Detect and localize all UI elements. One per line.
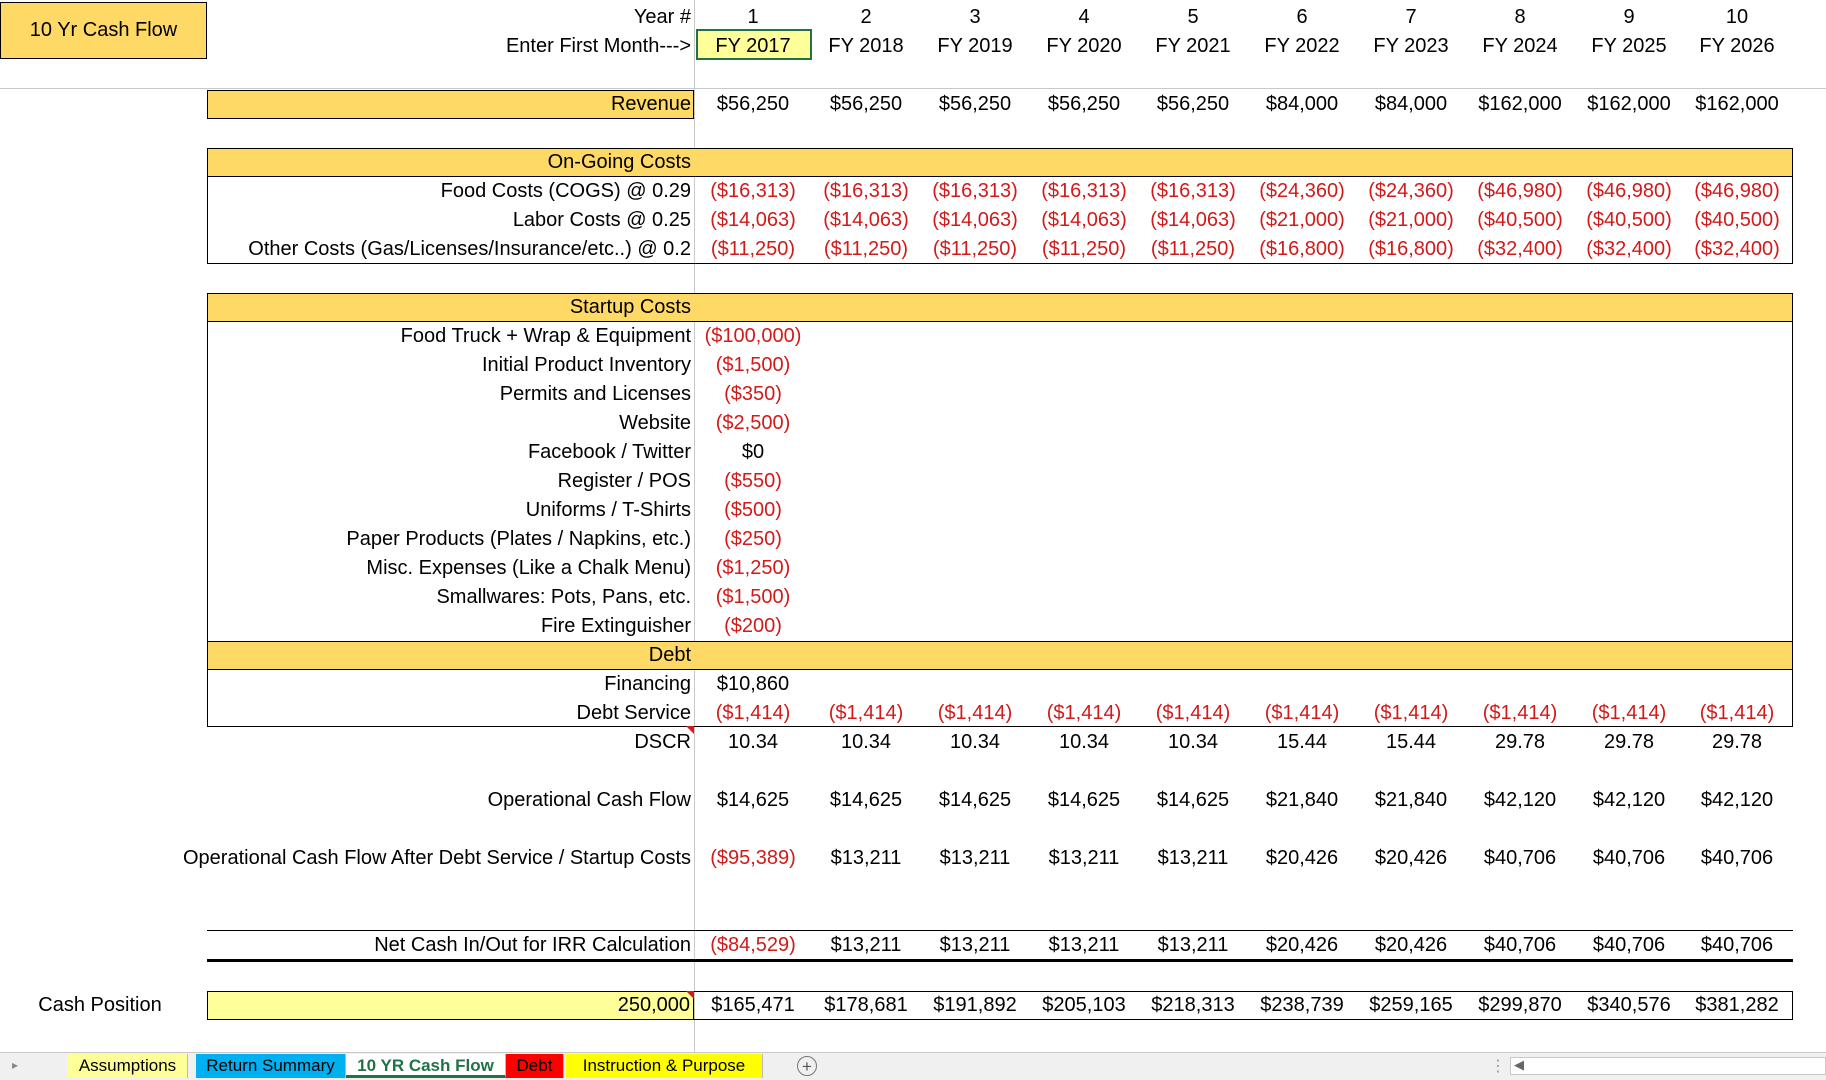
ongoing-cost-value[interactable]: ($14,063) <box>1150 209 1236 231</box>
after-debt-cash-flow-value[interactable]: $13,211 <box>830 847 902 869</box>
startup-cost-value[interactable]: ($100,000) <box>704 325 802 347</box>
dscr-value[interactable]: 10.34 <box>1058 731 1110 753</box>
sheet-tab[interactable]: Return Summary <box>196 1054 346 1078</box>
year-number-value[interactable]: 9 <box>1623 6 1635 28</box>
sheet-tab[interactable]: Debt <box>506 1054 564 1078</box>
cash-position-value[interactable]: $178,681 <box>824 994 908 1016</box>
debt-service-value[interactable]: ($1,414) <box>937 702 1013 724</box>
dscr-value[interactable]: 29.78 <box>1711 731 1763 753</box>
ongoing-cost-value[interactable]: ($24,360) <box>1259 180 1345 202</box>
fiscal-year-value[interactable]: FY 2022 <box>1264 35 1340 57</box>
add-sheet-icon[interactable]: + <box>797 1056 817 1076</box>
ongoing-cost-value[interactable]: ($14,063) <box>932 209 1018 231</box>
ongoing-cost-value[interactable]: ($14,063) <box>823 209 909 231</box>
debt-service-value[interactable]: ($1,414) <box>1699 702 1775 724</box>
revenue-value[interactable]: $56,250 <box>716 93 790 115</box>
header-divider <box>0 88 1826 89</box>
startup-cost-value[interactable]: ($1,500) <box>715 586 791 608</box>
startup-cost-value[interactable]: ($250) <box>724 528 782 550</box>
ongoing-cost-value[interactable]: ($16,313) <box>1150 180 1236 202</box>
year-number-value[interactable]: 8 <box>1514 6 1526 28</box>
sheet-tab[interactable]: Instruction & Purpose <box>566 1054 763 1078</box>
revenue-value[interactable]: $84,000 <box>1374 93 1448 115</box>
ongoing-cost-value[interactable]: ($14,063) <box>1041 209 1127 231</box>
revenue-value[interactable]: $162,000 <box>1478 93 1562 115</box>
year-number-value[interactable]: 3 <box>969 6 981 28</box>
revenue-value[interactable]: $56,250 <box>829 93 903 115</box>
operational-cash-flow-value[interactable]: $42,120 <box>1592 789 1666 811</box>
debt-service-value[interactable]: ($1,414) <box>1046 702 1122 724</box>
startup-cost-label[interactable]: Smallwares: Pots, Pans, etc. <box>436 586 691 608</box>
debt-service-value[interactable]: ($1,414) <box>1591 702 1667 724</box>
revenue-value[interactable]: $56,250 <box>938 93 1012 115</box>
ongoing-cost-value[interactable]: ($46,980) <box>1694 180 1780 202</box>
revenue-value[interactable]: $84,000 <box>1265 93 1339 115</box>
sheet-tab[interactable]: Assumptions <box>68 1054 188 1078</box>
startup-cost-label[interactable]: Initial Product Inventory <box>482 354 691 376</box>
dscr-value[interactable]: 10.34 <box>1167 731 1219 753</box>
dscr-value[interactable]: 29.78 <box>1494 731 1546 753</box>
startup-cost-value[interactable]: ($550) <box>724 470 782 492</box>
operational-cash-flow-value[interactable]: $14,625 <box>938 789 1012 811</box>
dscr-value[interactable]: 29.78 <box>1603 731 1655 753</box>
dscr-value[interactable]: 10.34 <box>840 731 892 753</box>
sheet-tab[interactable]: 10 YR Cash Flow <box>346 1054 506 1078</box>
after-debt-cash-flow-value[interactable]: $13,211 <box>1157 847 1229 869</box>
fiscal-year-value[interactable]: FY 2025 <box>1591 35 1667 57</box>
startup-cost-value[interactable]: ($200) <box>724 615 782 637</box>
after-debt-cash-flow-value[interactable]: $20,426 <box>1265 847 1339 869</box>
debt-service-value[interactable]: ($1,414) <box>1373 702 1449 724</box>
fiscal-year-value[interactable]: FY 2023 <box>1373 35 1449 57</box>
ongoing-cost-value[interactable]: ($21,000) <box>1259 209 1345 231</box>
revenue-value[interactable]: $56,250 <box>1156 93 1230 115</box>
sheet-title: 10 Yr Cash Flow <box>29 19 178 41</box>
startup-costs-header[interactable]: Startup Costs <box>569 296 691 318</box>
tab-scroll-left-icon[interactable]: ▸ <box>12 1058 19 1072</box>
startup-cost-label[interactable]: Paper Products (Plates / Napkins, etc.) <box>346 528 691 550</box>
after-debt-cash-flow-value[interactable]: $40,706 <box>1592 847 1666 869</box>
dscr-value[interactable]: 15.44 <box>1276 731 1328 753</box>
net-cash-value[interactable]: $13,211 <box>1048 934 1120 956</box>
startup-cost-value[interactable]: ($350) <box>724 383 782 405</box>
financing-value[interactable]: $10,860 <box>716 673 790 695</box>
fiscal-year-value[interactable]: FY 2024 <box>1482 35 1558 57</box>
operational-cash-flow-value[interactable]: $42,120 <box>1483 789 1557 811</box>
debt-header[interactable]: Debt <box>648 644 691 666</box>
year-number-value[interactable]: 6 <box>1296 6 1308 28</box>
ongoing-cost-value[interactable]: ($46,980) <box>1586 180 1672 202</box>
cash-position-value[interactable]: $259,165 <box>1369 994 1453 1016</box>
ongoing-cost-value[interactable]: ($16,313) <box>932 180 1018 202</box>
startup-cost-label[interactable]: Food Truck + Wrap & Equipment <box>400 325 691 347</box>
cash-position-value[interactable]: $299,870 <box>1478 994 1562 1016</box>
fiscal-year-value[interactable]: FY 2026 <box>1699 35 1775 57</box>
startup-cost-label[interactable]: Uniforms / T-Shirts <box>525 499 691 521</box>
revenue-value[interactable]: $162,000 <box>1587 93 1671 115</box>
ongoing-cost-label[interactable]: Other Costs (Gas/Licenses/Insurance/etc..) @ 0.2 <box>248 238 691 260</box>
dscr-label[interactable]: DSCR <box>634 731 691 753</box>
startup-cost-value[interactable]: ($1,500) <box>715 354 791 376</box>
cash-position-value[interactable]: $165,471 <box>711 994 795 1016</box>
debt-service-value[interactable]: ($1,414) <box>1264 702 1340 724</box>
ongoing-cost-value[interactable]: ($11,250) <box>932 238 1018 260</box>
ongoing-cost-value[interactable]: ($16,313) <box>1041 180 1127 202</box>
ongoing-cost-value[interactable]: ($46,980) <box>1477 180 1563 202</box>
debt-service-label[interactable]: Debt Service <box>576 702 691 724</box>
ongoing-cost-value[interactable]: ($21,000) <box>1368 209 1454 231</box>
ongoing-cost-value[interactable]: ($40,500) <box>1586 209 1672 231</box>
net-cash-value[interactable]: $13,211 <box>830 934 902 956</box>
startup-cost-value[interactable]: ($2,500) <box>715 412 791 434</box>
net-cash-value[interactable]: $20,426 <box>1374 934 1448 956</box>
operational-cash-flow-value[interactable]: $42,120 <box>1700 789 1774 811</box>
after-debt-cash-flow-value[interactable]: $40,706 <box>1700 847 1774 869</box>
cash-position-label[interactable]: Cash Position <box>38 994 162 1016</box>
startup-cost-label[interactable]: Website <box>619 412 691 434</box>
operational-cash-flow-label[interactable]: Operational Cash Flow <box>487 789 691 811</box>
year-number-value[interactable]: 5 <box>1187 6 1199 28</box>
ongoing-cost-value[interactable]: ($16,800) <box>1259 238 1345 260</box>
debt-service-value[interactable]: ($1,414) <box>1155 702 1231 724</box>
startup-cost-value[interactable]: $0 <box>741 441 765 463</box>
debt-service-value[interactable]: ($1,414) <box>828 702 904 724</box>
ongoing-cost-value[interactable]: ($11,250) <box>710 238 796 260</box>
ongoing-cost-value[interactable]: ($16,313) <box>710 180 796 202</box>
operational-cash-flow-value[interactable]: $14,625 <box>1047 789 1121 811</box>
startup-cost-value[interactable]: ($1,250) <box>715 557 791 579</box>
year-number-value[interactable]: 2 <box>860 6 872 28</box>
cash-position-value[interactable]: $381,282 <box>1695 994 1779 1016</box>
cash-position-value[interactable]: $340,576 <box>1587 994 1671 1016</box>
ongoing-cost-value[interactable]: ($32,400) <box>1477 238 1563 260</box>
year-label: Year # <box>633 6 691 28</box>
after-debt-cash-flow-value[interactable]: ($95,389) <box>710 847 796 869</box>
startup-cost-label[interactable]: Register / POS <box>557 470 691 492</box>
year-number-value[interactable]: 1 <box>747 6 759 28</box>
ongoing-cost-value[interactable]: ($32,400) <box>1586 238 1672 260</box>
operational-cash-flow-value[interactable]: $14,625 <box>829 789 903 811</box>
debt-service-value[interactable]: ($1,414) <box>1482 702 1558 724</box>
horizontal-scrollbar[interactable] <box>1510 1057 1826 1075</box>
operational-cash-flow-value[interactable]: $21,840 <box>1265 789 1339 811</box>
sheet-title-cell[interactable] <box>0 2 207 59</box>
ongoing-cost-value[interactable]: ($11,250) <box>823 238 909 260</box>
ongoing-cost-value[interactable]: ($40,500) <box>1694 209 1780 231</box>
ongoing-cost-label[interactable]: Food Costs (COGS) @ 0.29 <box>440 180 691 202</box>
dscr-value[interactable]: 10.34 <box>727 731 779 753</box>
year-number-value[interactable]: 10 <box>1725 6 1749 28</box>
net-cash-value[interactable]: $40,706 <box>1483 934 1557 956</box>
ongoing-cost-value[interactable]: ($11,250) <box>1150 238 1236 260</box>
revenue-label[interactable]: Revenue <box>610 93 691 115</box>
cash-position-value[interactable]: $218,313 <box>1151 994 1235 1016</box>
after-debt-cash-flow-label[interactable]: Operational Cash Flow After Debt Service / Startup Costs <box>183 847 691 869</box>
after-debt-cash-flow-value[interactable]: $13,211 <box>1048 847 1120 869</box>
cash-position-start[interactable]: 250,000 <box>617 994 690 1016</box>
operational-cash-flow-value[interactable]: $14,625 <box>716 789 790 811</box>
fiscal-year-value[interactable]: FY 2019 <box>937 35 1013 57</box>
revenue-value[interactable]: $56,250 <box>1047 93 1121 115</box>
operational-cash-flow-value[interactable]: $14,625 <box>1156 789 1230 811</box>
cash-position-value[interactable]: $205,103 <box>1042 994 1126 1016</box>
startup-cost-value[interactable]: ($500) <box>724 499 782 521</box>
year-number-value[interactable]: 4 <box>1078 6 1090 28</box>
ongoing-cost-value[interactable]: ($16,313) <box>823 180 909 202</box>
operational-cash-flow-value[interactable]: $21,840 <box>1374 789 1448 811</box>
net-cash-label[interactable]: Net Cash In/Out for IRR Calculation <box>374 934 691 956</box>
after-debt-cash-flow-value[interactable]: $40,706 <box>1483 847 1557 869</box>
ongoing-costs-header[interactable]: On-Going Costs <box>547 151 691 173</box>
dscr-value[interactable]: 15.44 <box>1385 731 1437 753</box>
dscr-value[interactable]: 10.34 <box>949 731 1001 753</box>
first-month-label: Enter First Month---> <box>505 35 691 57</box>
net-cash-value[interactable]: $13,211 <box>939 934 1011 956</box>
ongoing-cost-value[interactable]: ($32,400) <box>1694 238 1780 260</box>
fiscal-year-value[interactable]: FY 2017 <box>715 35 791 57</box>
scroll-left-icon[interactable]: ◀ <box>1514 1057 1524 1072</box>
financing-label[interactable]: Financing <box>604 673 691 695</box>
fiscal-year-value[interactable]: FY 2021 <box>1155 35 1231 57</box>
after-debt-cash-flow-value[interactable]: $13,211 <box>939 847 1011 869</box>
net-cash-value[interactable]: $40,706 <box>1592 934 1666 956</box>
fiscal-year-value[interactable]: FY 2020 <box>1046 35 1122 57</box>
revenue-value[interactable]: $162,000 <box>1695 93 1779 115</box>
net-cash-value[interactable]: $40,706 <box>1700 934 1774 956</box>
debt-service-value[interactable]: ($1,414) <box>715 702 791 724</box>
cash-position-value[interactable]: $191,892 <box>933 994 1017 1016</box>
cash-position-value[interactable]: $238,739 <box>1260 994 1344 1016</box>
fiscal-year-value[interactable]: FY 2018 <box>828 35 904 57</box>
ongoing-cost-label[interactable]: Labor Costs @ 0.25 <box>512 209 691 231</box>
startup-cost-label[interactable]: Fire Extinguisher <box>540 615 691 637</box>
net-cash-value[interactable]: ($84,529) <box>710 934 796 956</box>
startup-cost-label[interactable]: Permits and Licenses <box>499 383 691 405</box>
net-cash-value[interactable]: $20,426 <box>1265 934 1339 956</box>
ongoing-cost-value[interactable]: ($40,500) <box>1477 209 1563 231</box>
year-number-value[interactable]: 7 <box>1405 6 1417 28</box>
after-debt-cash-flow-value[interactable]: $20,426 <box>1374 847 1448 869</box>
net-cash-value[interactable]: $13,211 <box>1157 934 1229 956</box>
ongoing-cost-value[interactable]: ($24,360) <box>1368 180 1454 202</box>
startup-cost-label[interactable]: Facebook / Twitter <box>527 441 691 463</box>
ongoing-cost-value[interactable]: ($16,800) <box>1368 238 1454 260</box>
startup-cost-label[interactable]: Misc. Expenses (Like a Chalk Menu) <box>366 557 691 579</box>
ongoing-cost-value[interactable]: ($14,063) <box>710 209 796 231</box>
tab-split-handle-icon[interactable]: ⋮ <box>1490 1058 1506 1075</box>
ongoing-cost-value[interactable]: ($11,250) <box>1041 238 1127 260</box>
